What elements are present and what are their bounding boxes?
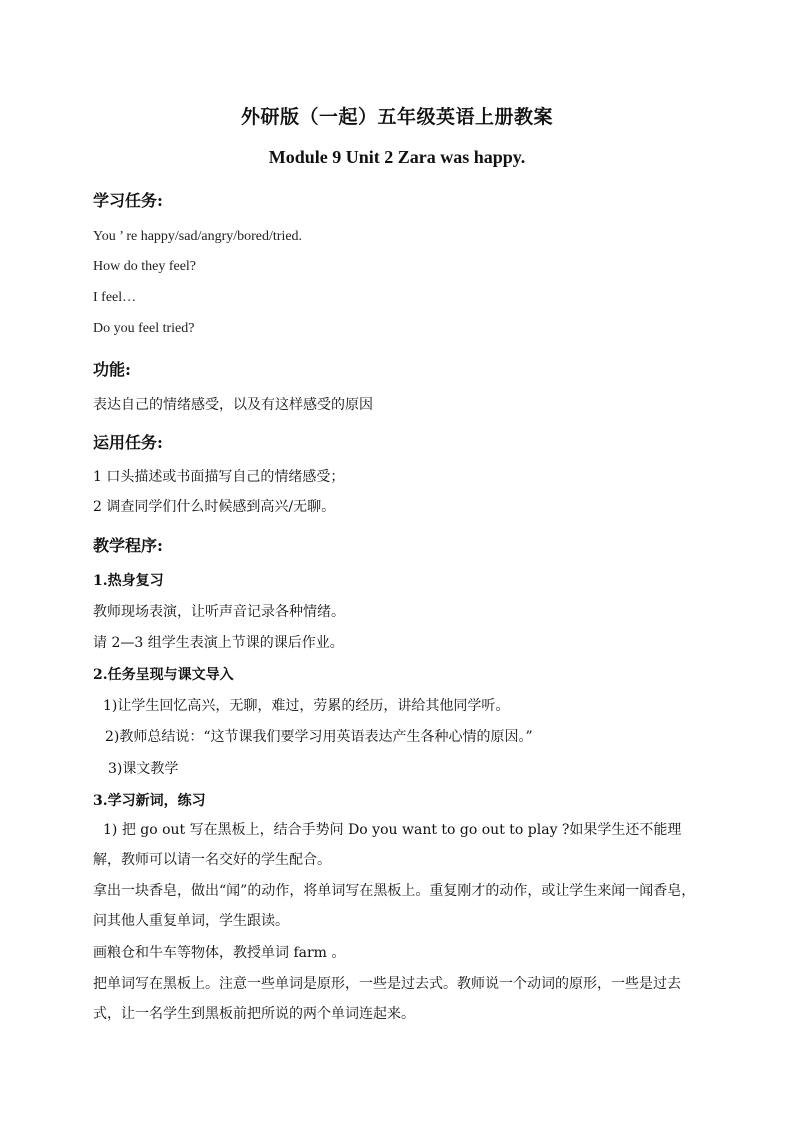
step3-paragraph-4: 把单词写在黑板上。注意一些单词是原形，一些是过去式。教师说一个动词的原形，一些是过去式，让一名学生到黑板前把所说的两个单词连起来。 [93, 976, 681, 1022]
heading-function: 功能: [93, 360, 131, 379]
heading-procedure: 教学程序: [93, 536, 163, 555]
task-line-4: Do you feel tried? [93, 321, 195, 336]
step3-paragraph-2: 拿出一块香皂，做出“闻”的动作，将单词写在黑板上。重复刚才的动作，或让学生来闻一闻香皂，问其他人重复单词，学生跟读。 [93, 883, 696, 929]
apply-line-1: 1 口头描述或书面描写自己的情绪感受； [93, 469, 345, 485]
step1-line-2: 请 2—3 组学生表演上节课的课后作业。 [93, 635, 344, 651]
document-subtitle: Module 9 Unit 2 Zara was happy. [268, 147, 526, 167]
task-line-3: I feel… [93, 290, 137, 305]
step2-heading: 2.任务呈现与课文导入 [93, 667, 234, 683]
apply-line-2: 2 调查同学们什么时候感到高兴/无聊。 [93, 499, 336, 515]
step2-line-2: 2)教师总结说：“这节课我们要学习用英语表达产生各种心情的原因。” [105, 729, 533, 745]
step2-line-1: 1)让学生回忆高兴，无聊，难过，劳累的经历，讲给其他同学听。 [103, 698, 510, 714]
function-text: 表达自己的情绪感受，以及有这样感受的原因 [93, 397, 373, 413]
step1-heading: 1.热身复习 [93, 573, 164, 589]
step2-line-3: 3)课文教学 [108, 761, 179, 777]
step3-paragraph-1: 1) 把 go out 写在黑板上，结合手势问 Do you want to go out to play ?如果学生还不能理解，教师可以请一名交好的学生配合。 [93, 822, 682, 868]
step3-heading: 3.学习新词，练习 [93, 793, 206, 809]
task-line-2: How do they feel? [93, 259, 197, 274]
task-line-1: You ’ re happy/sad/angry/bored/tried. [93, 229, 303, 244]
heading-apply-tasks: 运用任务: [93, 433, 163, 452]
step1-line-1: 教师现场表演，让听声音记录各种情绪。 [93, 604, 345, 620]
document-title: 外研版（一起）五年级英语上册教案 [240, 106, 553, 128]
step3-paragraph-3: 画粮仓和牛车等物体，教授单词 farm 。 [93, 945, 346, 961]
heading-learning-tasks: 学习任务: [93, 191, 163, 210]
